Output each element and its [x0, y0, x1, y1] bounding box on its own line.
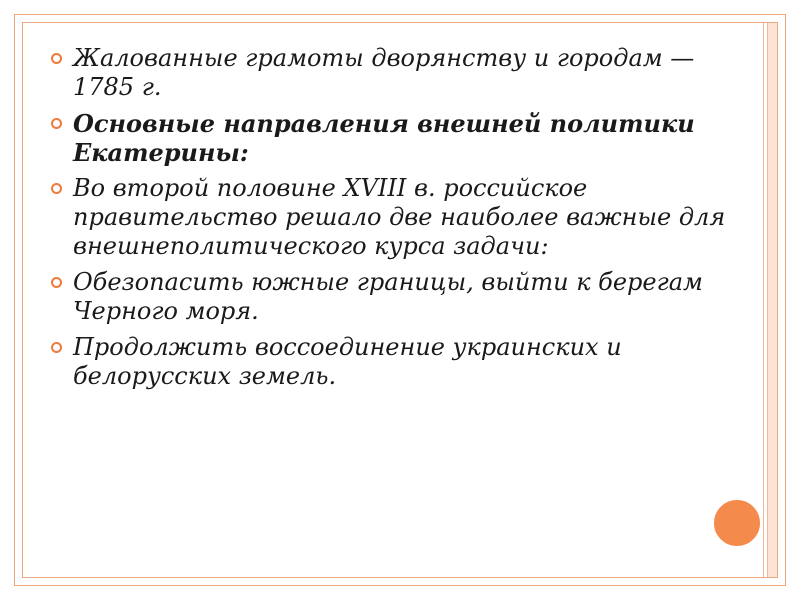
decorative-stripe-line: [763, 23, 764, 577]
bullet-text: Обезопасить южные границы, выйти к берегам Черного моря.: [73, 268, 703, 325]
bullet-text: Продолжить воссоединение украинских и белорусских земель.: [73, 333, 622, 390]
bullet-list: [48, 44, 728, 398]
bullet-item-foreign-policy-heading: [48, 109, 728, 167]
bullet-text: Основные направления внешней политики Екатерины:: [73, 109, 695, 167]
bullet-circle-icon: [51, 342, 62, 353]
bullet-circle-icon: [51, 53, 62, 64]
bullet-item-reunification: [48, 333, 728, 391]
bullet-text: Жалованные грамоты дворянству и городам —1785 г.: [73, 44, 695, 101]
bullet-circle-icon: [51, 183, 62, 194]
bullet-text: Во второй половине XVIII в. российское правительство решало две наиболее важные для внешнеполитического курса задачи:: [73, 174, 726, 260]
bullet-circle-icon: [51, 118, 62, 129]
decorative-stripe-line: [767, 23, 768, 577]
decorative-side-stripe: [768, 23, 777, 577]
bullet-item-charters: [48, 44, 728, 102]
bullet-item-southern-borders: [48, 268, 728, 326]
decorative-circle: [711, 497, 763, 549]
bullet-circle-icon: [51, 277, 62, 288]
bullet-item-tasks-intro: [48, 174, 728, 261]
